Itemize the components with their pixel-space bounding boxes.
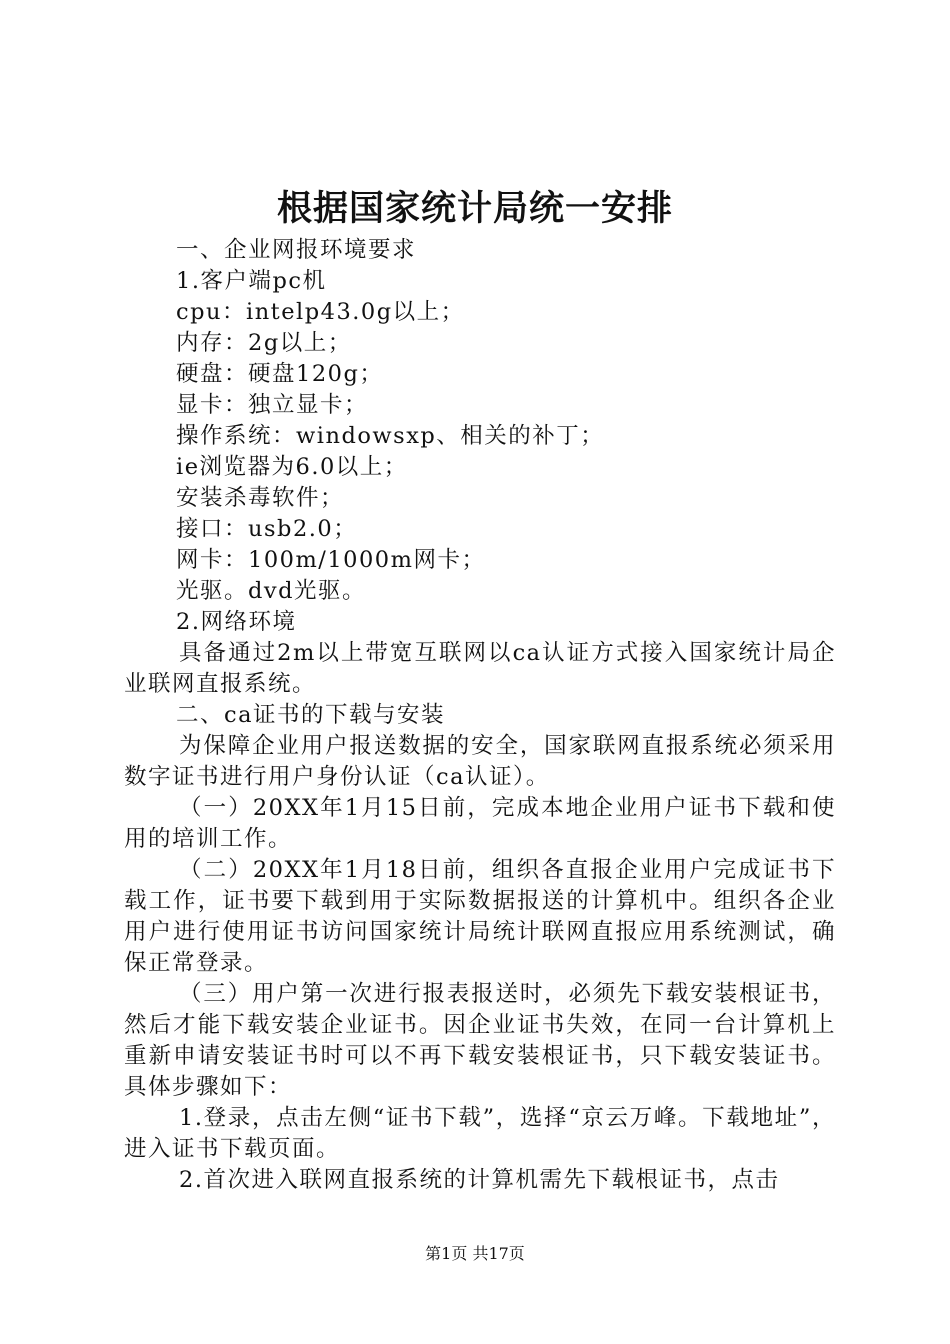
document-body xyxy=(124,235,836,1196)
page-number-footer: 第1页 共17页 xyxy=(425,1244,525,1263)
requirement-interface: 接口：usb2.0； xyxy=(176,516,358,542)
section-heading-ca-certificate: 二、ca证书的下载与安装 xyxy=(176,702,446,728)
requirement-disk: 硬盘：硬盘120g； xyxy=(176,361,384,387)
section-heading-environment: 一、企业网报环境要求 xyxy=(176,237,417,263)
requirement-memory: 内存：2g以上； xyxy=(176,330,352,356)
paragraph-step-three: （三）用户第一次进行报表报送时，必须先下载安装根证书，然后才能下载安装企业证书。因企业证书失效，在同一台计算机上重新申请安装证书时可以不再下载安装根证书，只下载安装证书。具体步骤如下： xyxy=(124,981,836,1100)
document-title: 根据国家统计局统一安排 xyxy=(276,188,673,229)
paragraph-procedure-root-certificate: 2.首次进入联网直报系统的计算机需先下载根证书，点击 xyxy=(179,1167,780,1193)
paragraph-procedure-login: 1.登录，点击左侧“证书下载”，选择“京云万峰。下载地址”，进入证书下载页面。 xyxy=(124,1105,836,1162)
requirement-network-card: 网卡：100m/1000m网卡； xyxy=(176,547,486,573)
requirement-os: 操作系统：windowsxp、相关的补丁； xyxy=(176,423,605,449)
requirement-graphics: 显卡：独立显卡； xyxy=(176,392,369,418)
requirement-browser: ie浏览器为6.0以上； xyxy=(176,454,408,480)
requirement-cpu: cpu：intelp43.0g以上； xyxy=(176,299,465,325)
paragraph-step-two: （二）20XX年1月18日前，组织各直报企业用户完成证书下载工作，证书要下载到用于实际数据报送的计算机中。组织各企业用户进行使用证书访问国家统计局统计联网直报应用系统测试，确保正常登录。 xyxy=(124,857,836,976)
requirement-antivirus: 安装杀毒软件； xyxy=(176,485,345,511)
requirement-optical-drive: 光驱。dvd光驱。 xyxy=(176,578,367,604)
paragraph-ca-purpose: 为保障企业用户报送数据的安全，国家联网直报系统必须采用数字证书进行用户身份认证（ca认证）。 xyxy=(124,733,836,790)
subheading-network: 2.网络环境 xyxy=(176,609,297,635)
paragraph-step-one: （一）20XX年1月15日前，完成本地企业用户证书下载和使用的培训工作。 xyxy=(124,795,836,852)
paragraph-network-requirement: 具备通过2m以上带宽互联网以ca认证方式接入国家统计局企业联网直报系统。 xyxy=(124,640,836,697)
subheading-client-pc: 1.客户端pc机 xyxy=(176,268,327,294)
